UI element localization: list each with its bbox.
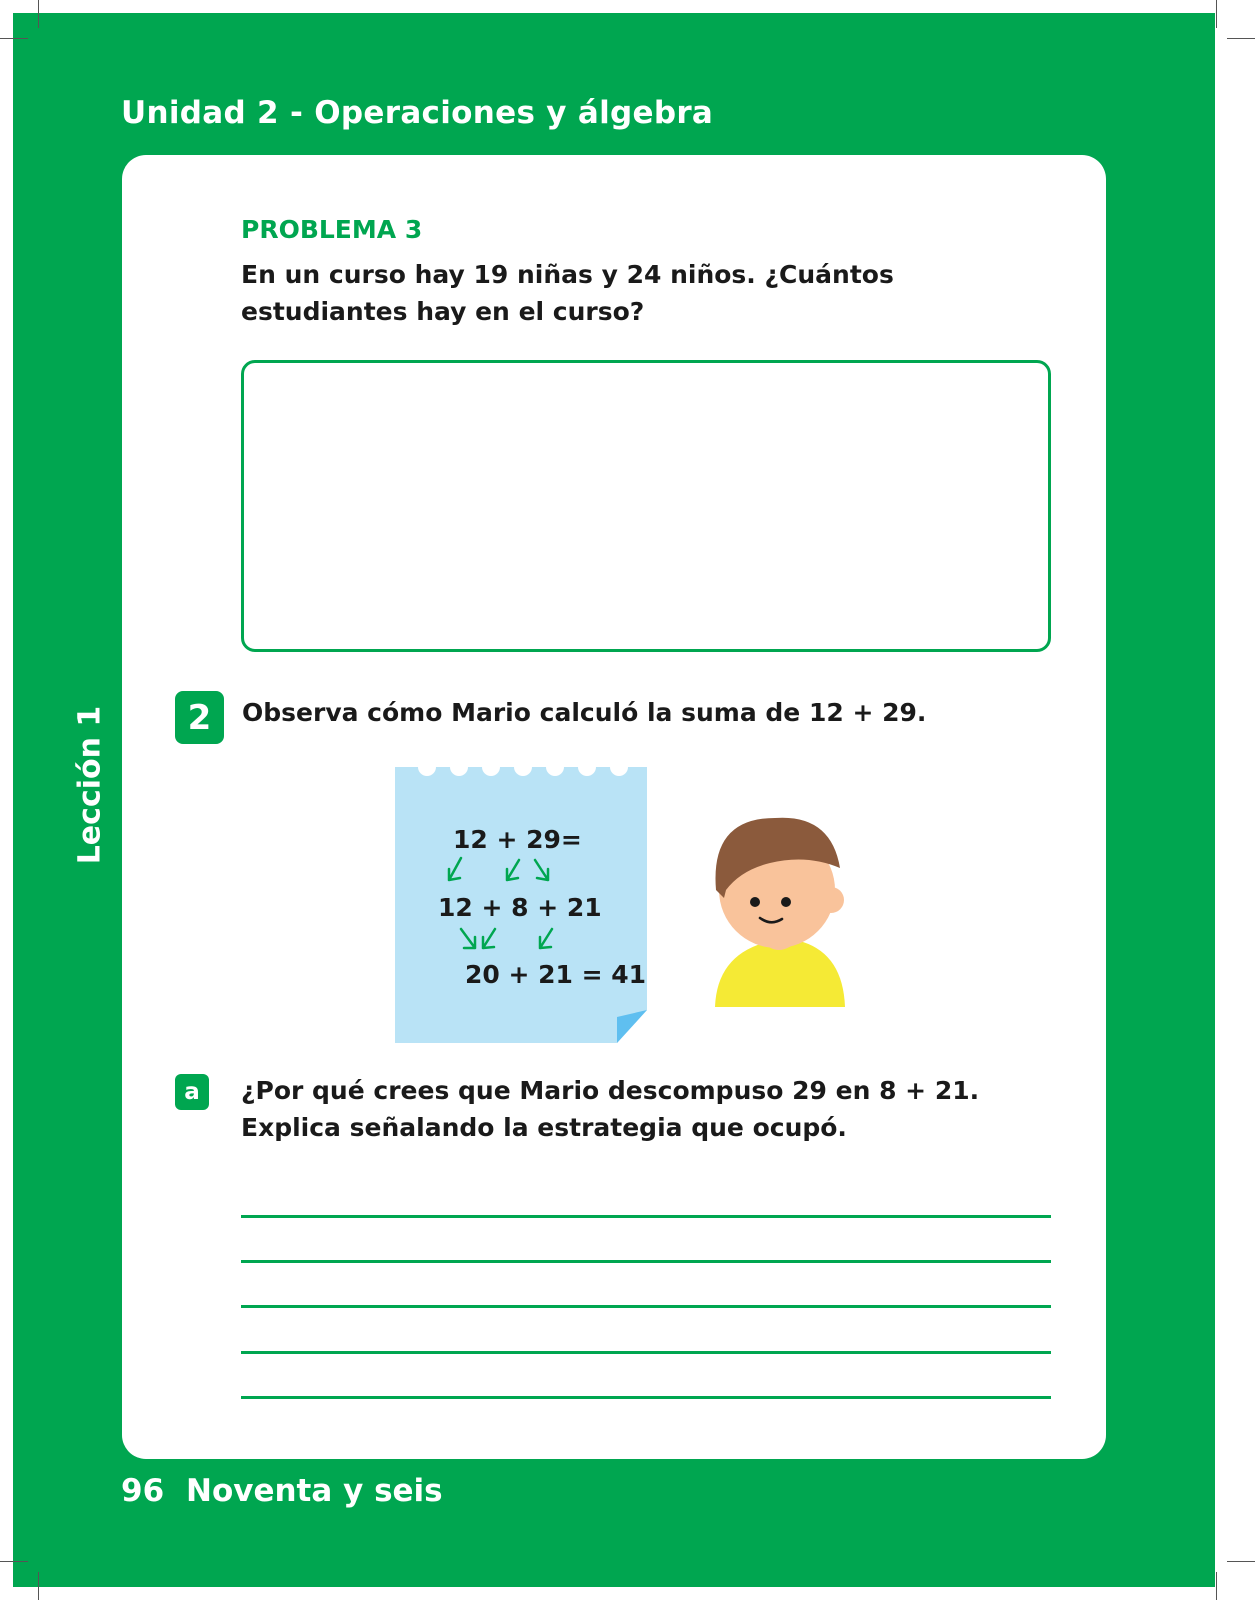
- problem-text: En un curso hay 19 niñas y 24 niños. ¿Cuántos estudiantes hay en el curso?: [241, 260, 894, 326]
- note-line-1: 12 + 29=: [453, 825, 582, 854]
- answer-line[interactable]: [241, 1351, 1051, 1354]
- question-number-badge: 2: [175, 691, 224, 744]
- crop-mark: [1227, 1561, 1255, 1562]
- answer-line[interactable]: [241, 1215, 1051, 1218]
- note-line-2: 12 + 8 + 21: [438, 893, 602, 922]
- subquestion-a-badge: a: [175, 1074, 209, 1110]
- lesson-label: Lección 1: [72, 705, 108, 865]
- problem-label: PROBLEMA 3: [241, 215, 423, 244]
- question-2-text: Observa cómo Mario calculó la suma de 12 + 29.: [242, 698, 927, 727]
- crop-mark: [0, 38, 28, 39]
- crop-mark: [38, 0, 39, 28]
- page-number: 96: [121, 1473, 165, 1509]
- crop-mark: [38, 1572, 39, 1600]
- note-line-3: 20 + 21 = 41: [465, 960, 647, 989]
- crop-mark: [1216, 0, 1217, 28]
- answer-line[interactable]: [241, 1260, 1051, 1263]
- crop-mark: [1227, 38, 1255, 39]
- answer-line[interactable]: [241, 1396, 1051, 1399]
- answer-line[interactable]: [241, 1305, 1051, 1308]
- boy-illustration: [715, 810, 855, 1014]
- crop-mark: [0, 1561, 28, 1562]
- crop-mark: [1216, 1572, 1217, 1600]
- unit-title: Unidad 2 - Operaciones y álgebra: [121, 95, 714, 131]
- subquestion-a-text: ¿Por qué crees que Mario descompuso 29 en 8 + 21. Explica señalando la estrategia que ocupó.: [241, 1076, 980, 1142]
- boy-avatar: [715, 810, 855, 1010]
- answer-box[interactable]: [241, 360, 1051, 652]
- page-number-words: Noventa y seis: [186, 1473, 443, 1509]
